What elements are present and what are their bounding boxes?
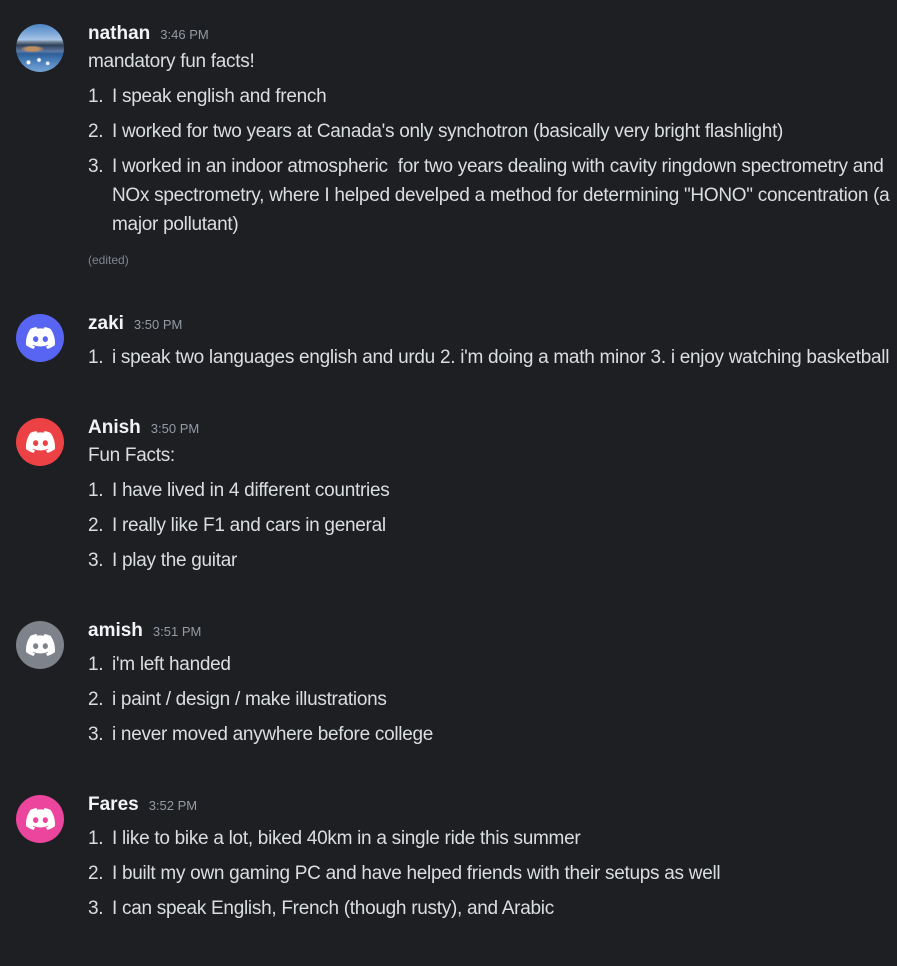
list-item-number: 3. bbox=[88, 550, 104, 571]
timestamp: 3:50 PM bbox=[150, 421, 200, 436]
discord-logo-avatar-blurple[interactable] bbox=[16, 314, 64, 362]
list-item-number: 3. bbox=[88, 724, 104, 745]
list-item-text: i speak two languages english and urdu 2. i'm doing a math minor 3. i enjoy watching basketball bbox=[112, 347, 890, 368]
message-group bbox=[0, 22, 897, 268]
message-content bbox=[88, 824, 891, 923]
message-content bbox=[88, 441, 891, 575]
list-item bbox=[88, 824, 891, 853]
discord-logo-icon bbox=[26, 634, 55, 656]
message-content bbox=[88, 650, 891, 749]
list-item-number: 1. bbox=[88, 480, 104, 501]
list-item bbox=[88, 82, 891, 111]
timestamp: 3:52 PM bbox=[148, 798, 198, 813]
message-body bbox=[88, 416, 891, 575]
message-group bbox=[0, 619, 897, 749]
username[interactable]: nathan bbox=[88, 23, 151, 44]
list-item-number: 3. bbox=[88, 898, 104, 919]
message-header bbox=[88, 619, 891, 644]
list-item-number: 2. bbox=[88, 121, 104, 142]
list-item bbox=[88, 476, 891, 505]
message-body bbox=[88, 793, 891, 923]
list-item-number: 2. bbox=[88, 515, 104, 536]
list-item-text: i never moved anywhere before college bbox=[112, 724, 434, 745]
list-item-number: 3. bbox=[88, 156, 104, 177]
list-item-text: I can speak English, French (though rusty), and Arabic bbox=[112, 898, 554, 919]
discord-logo-icon bbox=[26, 327, 55, 349]
list-item bbox=[88, 720, 891, 749]
username[interactable]: amish bbox=[88, 620, 143, 641]
timestamp: 3:51 PM bbox=[152, 624, 202, 639]
list-item-text: I have lived in 4 different countries bbox=[112, 480, 390, 501]
edited-label: (edited) bbox=[88, 253, 129, 267]
message-paragraph: Fun Facts: bbox=[88, 445, 175, 466]
list-item bbox=[88, 546, 891, 575]
list-item-text: i paint / design / make illustrations bbox=[112, 689, 387, 710]
username[interactable]: Fares bbox=[88, 794, 139, 815]
list-item bbox=[88, 152, 895, 239]
message-group bbox=[0, 312, 897, 372]
discord-logo-icon bbox=[26, 808, 55, 830]
list-item bbox=[88, 894, 891, 923]
list-item-text: I really like F1 and cars in general bbox=[112, 515, 386, 536]
username[interactable]: zaki bbox=[88, 313, 124, 334]
message-header bbox=[88, 793, 891, 818]
list-item-text: I worked in an indoor atmospheric for two years dealing with cavity ringdown spectrometry and NOx spectrometry, where I helped develped a method for determining "HONO" concentration (a major pollutant) bbox=[112, 156, 895, 235]
username[interactable]: Anish bbox=[88, 417, 141, 438]
list-item-text: I play the guitar bbox=[112, 550, 238, 571]
list-item bbox=[88, 650, 891, 679]
list-item-text: i'm left handed bbox=[112, 654, 231, 675]
list-item bbox=[88, 685, 891, 714]
list-item-text: I built my own gaming PC and have helped friends with their setups as well bbox=[112, 863, 721, 884]
message-header bbox=[88, 22, 891, 47]
list-item-number: 1. bbox=[88, 828, 104, 849]
list-item bbox=[88, 343, 891, 372]
timestamp: 3:50 PM bbox=[133, 317, 183, 332]
list-item-number: 2. bbox=[88, 689, 104, 710]
list-item-number: 1. bbox=[88, 654, 104, 675]
message-body bbox=[88, 619, 891, 749]
message-body bbox=[88, 22, 895, 268]
list-item-number: 2. bbox=[88, 863, 104, 884]
list-item bbox=[88, 511, 891, 540]
list-item bbox=[88, 117, 891, 146]
message-content bbox=[88, 47, 895, 268]
list-item bbox=[88, 859, 891, 888]
message-header bbox=[88, 312, 891, 337]
timestamp: 3:46 PM bbox=[160, 27, 209, 42]
list-item-text: I speak english and french bbox=[112, 86, 327, 107]
list-item-text: I worked for two years at Canada's only synchotron (basically very bright flashlight) bbox=[112, 121, 784, 142]
discord-logo-avatar-pink[interactable] bbox=[16, 795, 64, 843]
message-content bbox=[88, 343, 891, 372]
message-header bbox=[88, 416, 891, 441]
message-group bbox=[0, 416, 897, 575]
discord-logo-avatar-red[interactable] bbox=[16, 418, 64, 466]
list-item-text: I like to bike a lot, biked 40km in a single ride this summer bbox=[112, 828, 581, 849]
message-body bbox=[88, 312, 891, 372]
discord-logo-icon bbox=[26, 431, 55, 453]
message-paragraph: mandatory fun facts! bbox=[88, 51, 255, 72]
discord-logo-avatar-gray[interactable] bbox=[16, 621, 64, 669]
message-group bbox=[0, 793, 897, 923]
list-item-number: 1. bbox=[88, 347, 104, 368]
lake-mountains-photo-avatar[interactable] bbox=[16, 24, 64, 72]
list-item-number: 1. bbox=[88, 86, 104, 107]
